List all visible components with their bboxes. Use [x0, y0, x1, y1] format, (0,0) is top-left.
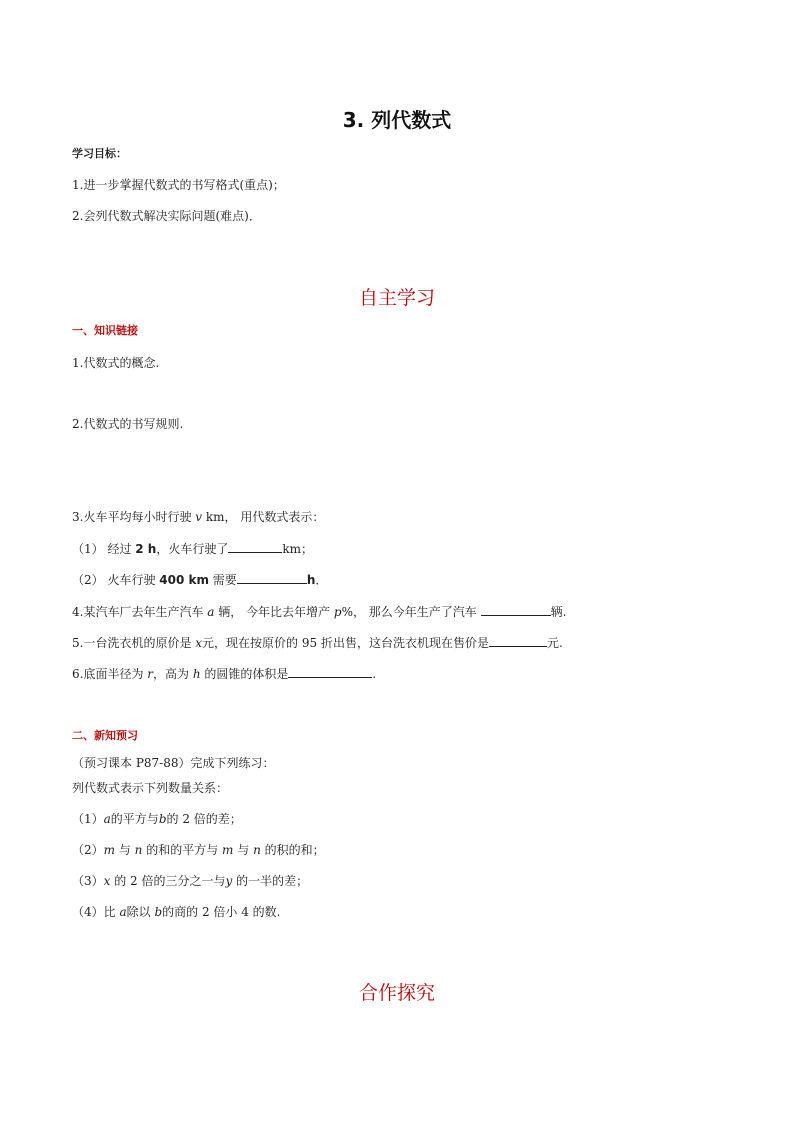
question-3-part-2: （2） 火车行驶 400 km 需要 h．	[72, 573, 328, 587]
exercise-1: （1）a的平方与b的 2 倍的差；	[72, 812, 242, 826]
exercise-instruction: 列代数式表示下列数量关系：	[72, 781, 229, 795]
learning-goal-2: 2.会列代数式解决实际问题(难点)．	[72, 209, 261, 223]
section-heading-self-study: 自主学习	[358, 287, 435, 309]
question-4: 4.某汽车厂去年生产汽车 a 辆， 今年比去年增产 p%， 那么今年生产了汽车 辆.	[72, 605, 567, 619]
question-5: 5.一台洗衣机的原价是 x元，现在按原价的 95 折出售，这台洗衣机现在售价是 元.	[72, 636, 563, 650]
subsection-heading-knowledge-link: 一、知识链接	[72, 324, 138, 337]
answer-blank[interactable]	[481, 603, 551, 616]
page-title: 3. 列代数式	[342, 108, 452, 132]
answer-blank[interactable]	[288, 665, 372, 678]
question-6: 6.底面半径为 r，高为 h 的圆锥的体积是 .	[72, 667, 377, 681]
exercise-4: （4）比 a除以 b的商的 2 倍小 4 的数.	[72, 905, 281, 919]
subsection-heading-new-knowledge: 二、新知预习	[72, 729, 138, 742]
exercise-2: （2）m 与 n 的和的平方与 m 与 n 的积的和；	[72, 843, 325, 857]
preview-instruction: （预习课本 P87-88）完成下列练习：	[72, 756, 275, 770]
learning-goal-1: 1.进一步掌握代数式的书写格式(重点)；	[72, 178, 285, 192]
question-3: 3.火车平均每小时行驶 v km， 用代数式表示：	[72, 510, 325, 524]
section-heading-cooperation: 合作探究	[358, 982, 435, 1004]
learning-goals-label: 学习目标：	[72, 147, 127, 160]
exercise-3: （3）x 的 2 倍的三分之一与y 的一半的差；	[72, 874, 309, 888]
answer-blank[interactable]	[237, 571, 307, 584]
question-3-part-1: （1） 经过 2 h，火车行驶了 km；	[72, 542, 314, 556]
answer-blank[interactable]	[228, 540, 282, 553]
question-2: 2.代数式的书写规则.	[72, 417, 184, 431]
answer-blank[interactable]	[489, 634, 547, 647]
question-1: 1.代数式的概念.	[72, 356, 160, 370]
